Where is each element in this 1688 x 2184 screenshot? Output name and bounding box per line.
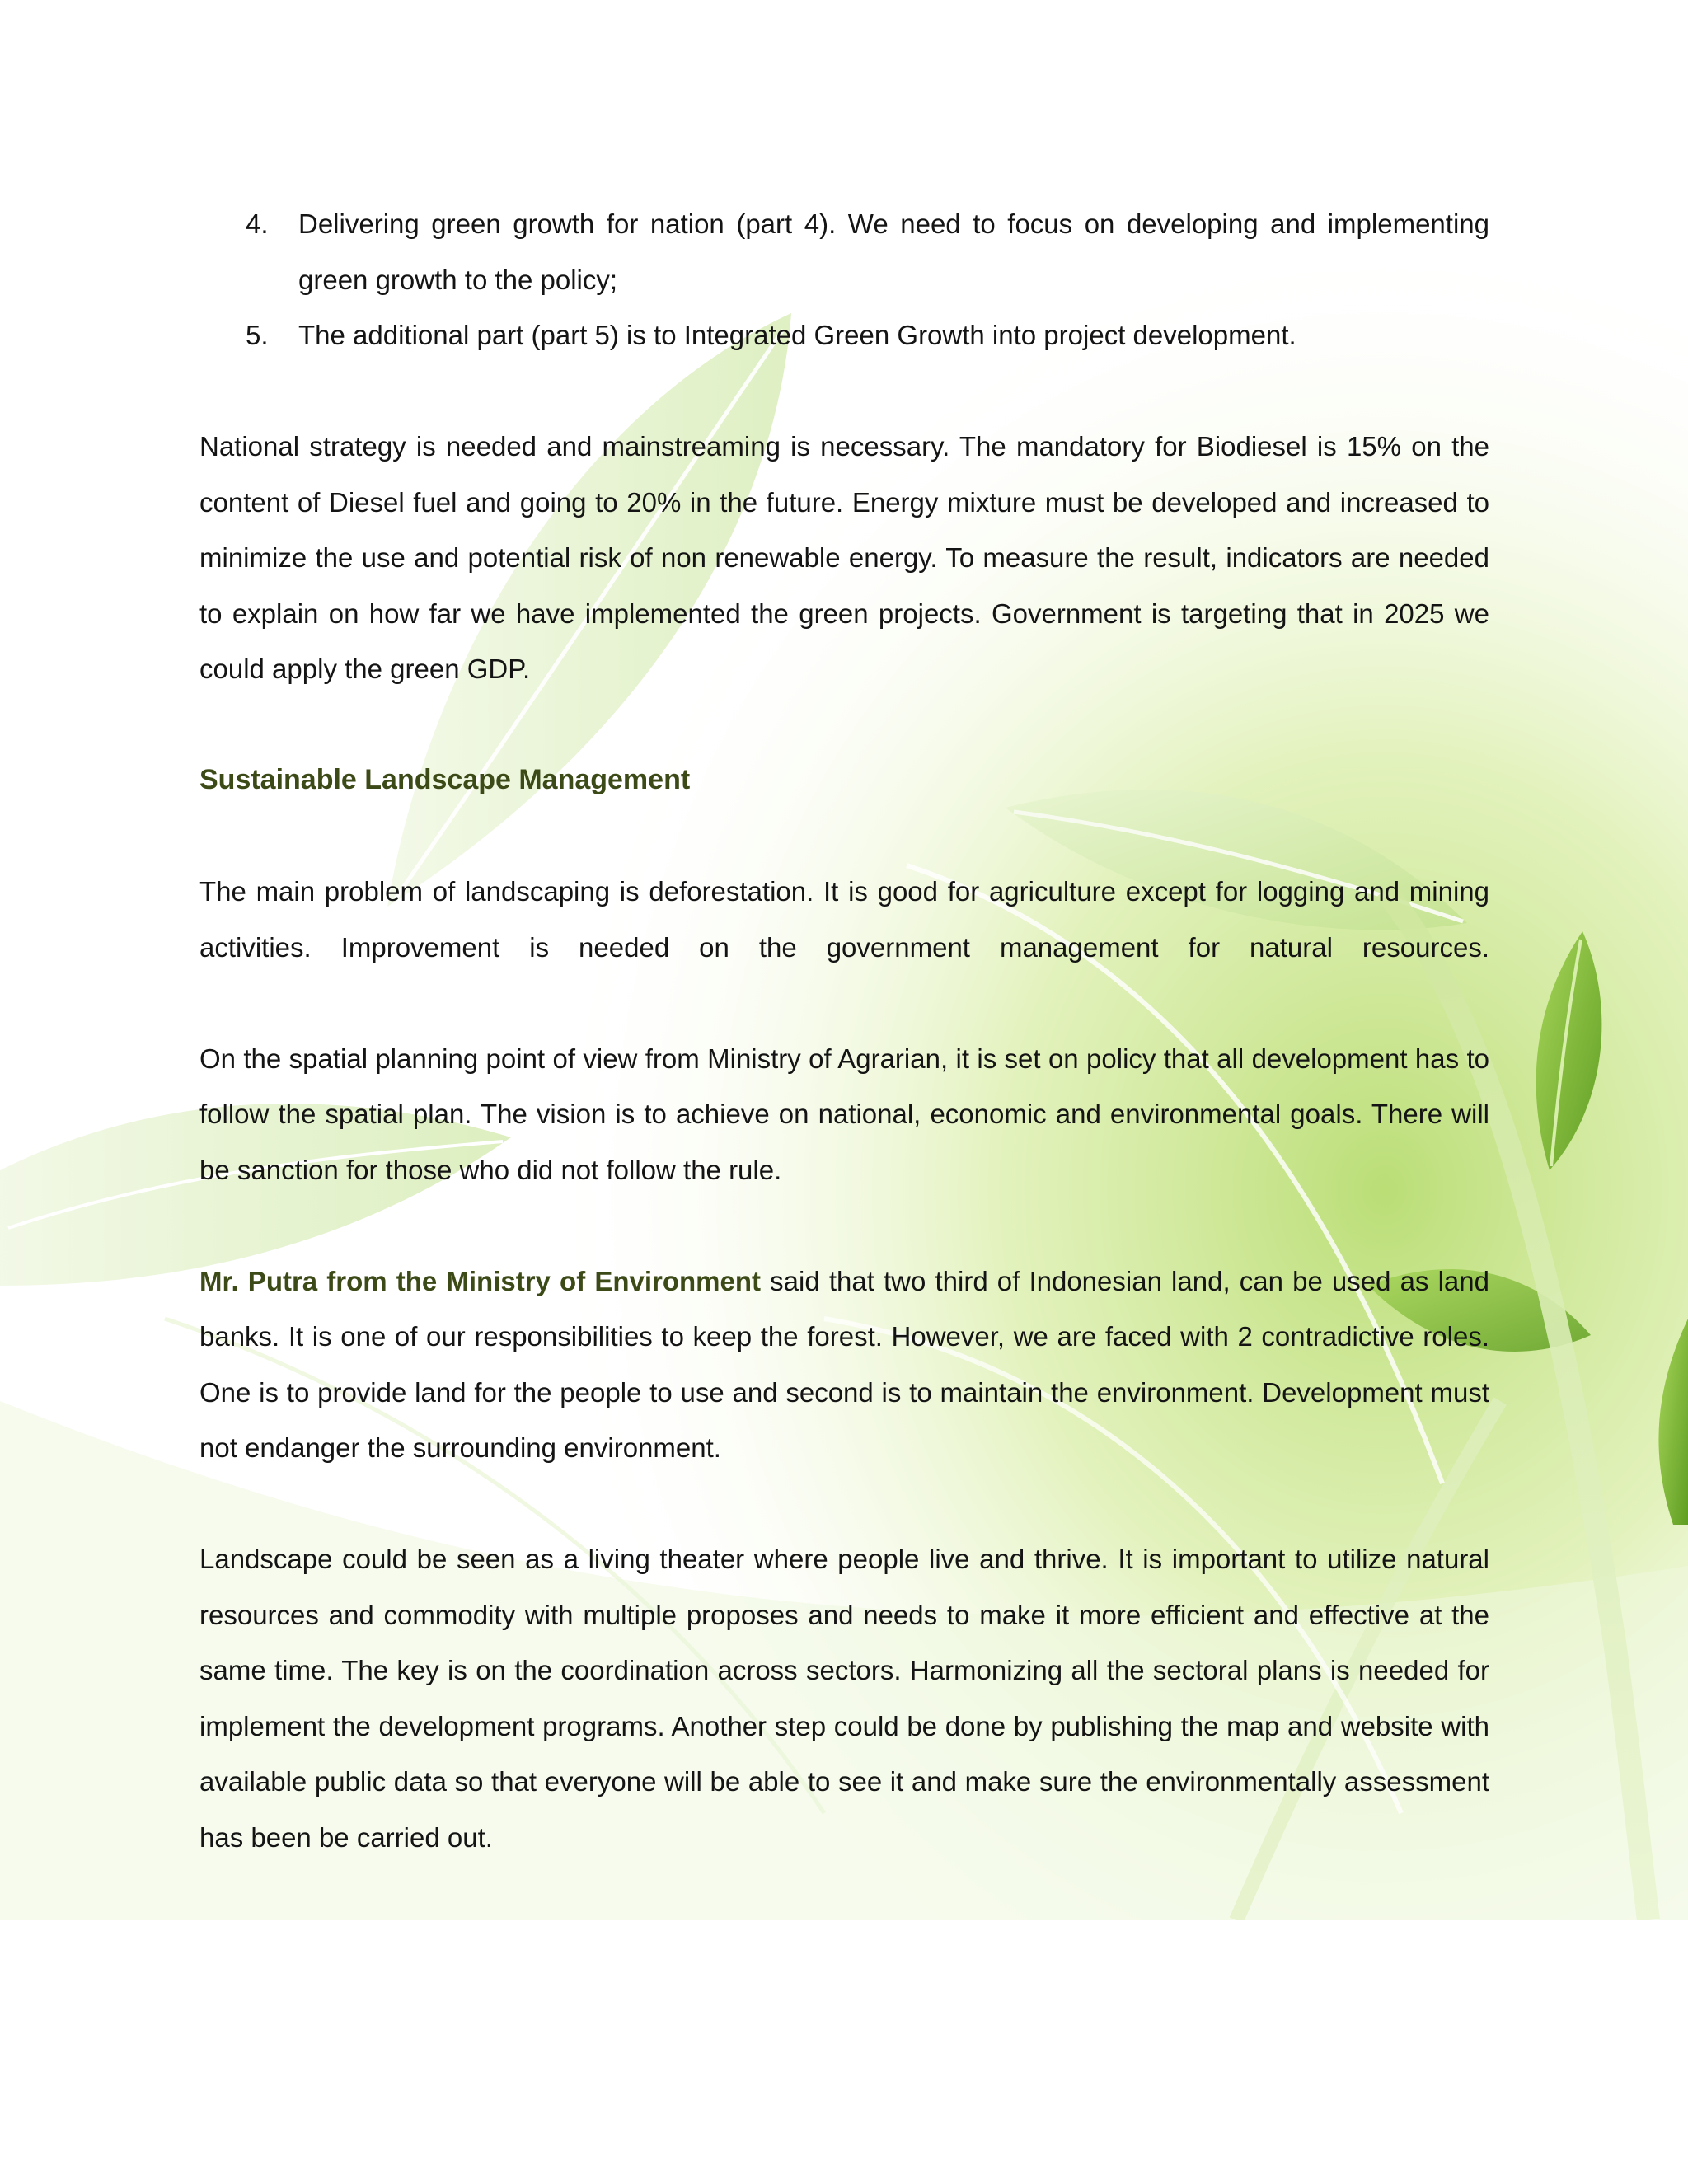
paragraph-landscape-problem: The main problem of landscaping is deforestation. It is good for agriculture except for logging and mining activities. Improvement is needed on the government management for natural resources. xyxy=(199,876,1489,963)
speaker-name: Mr. Putra from the Ministry of Environment xyxy=(199,1265,762,1296)
spacer xyxy=(199,975,1489,1031)
spacer xyxy=(199,1476,1489,1532)
list-item xyxy=(199,196,1489,307)
spacer xyxy=(199,808,1489,865)
list-item-text: Delivering green growth for nation (part 4). We need to focus on developing and implementing green growth to the policy; xyxy=(298,209,1489,295)
spacer xyxy=(199,1197,1489,1254)
paragraph-putra xyxy=(199,1254,1489,1476)
list-item-number: 4. xyxy=(246,209,269,239)
section-heading: Sustainable Landscape Management xyxy=(199,764,691,795)
list-item-number: 5. xyxy=(246,320,269,350)
numbered-list xyxy=(199,196,1489,363)
speaker-statement: said that two third of Indonesian land, can be used as land banks. It is one of our responsibilities to keep the forest. However, we are faced with 2 contradictive roles. One is to provide land for the people to use and second is to maintain the environment. Development must not endanger the surrounding environment. xyxy=(199,1265,1489,1463)
paragraph-spatial-planning: On the spatial planning point of view from Ministry of Agrarian, it is set on policy that all development has to follow the spatial plan. The vision is to achieve on national, economic and environmental goals. There will be sanction for those who did not follow the rule. xyxy=(199,1043,1489,1185)
spacer xyxy=(199,363,1489,419)
paragraph-national-strategy: National strategy is needed and mainstreaming is necessary. The mandatory for Biodiesel is 15% on the content of Diesel fuel and going to 20% in the future. Energy mixture must be developed and increased to minimize the use and potential risk of non renewable energy. To measure the result, indicators are needed to explain on how far we have implemented the green projects. Government is targeting that in 2025 we could apply the green GDP. xyxy=(199,431,1489,684)
paragraph-living-theater: Landscape could be seen as a living theater where people live and thrive. It is important to utilize natural resources and commodity with multiple proposes and needs to make it more efficient and effective at the same time. The key is on the coordination across sectors. Harmonizing all the sectoral plans is needed for implement the development programs. Another step could be done by publishing the map and website with available public data so that everyone will be able to see it and make sure the environmentally assessment has been be carried out. xyxy=(199,1544,1489,1853)
document-body xyxy=(199,196,1489,1865)
list-item-text: The additional part (part 5) is to Integrated Green Growth into project development. xyxy=(298,320,1296,350)
spacer xyxy=(199,697,1489,753)
list-item xyxy=(199,307,1489,363)
